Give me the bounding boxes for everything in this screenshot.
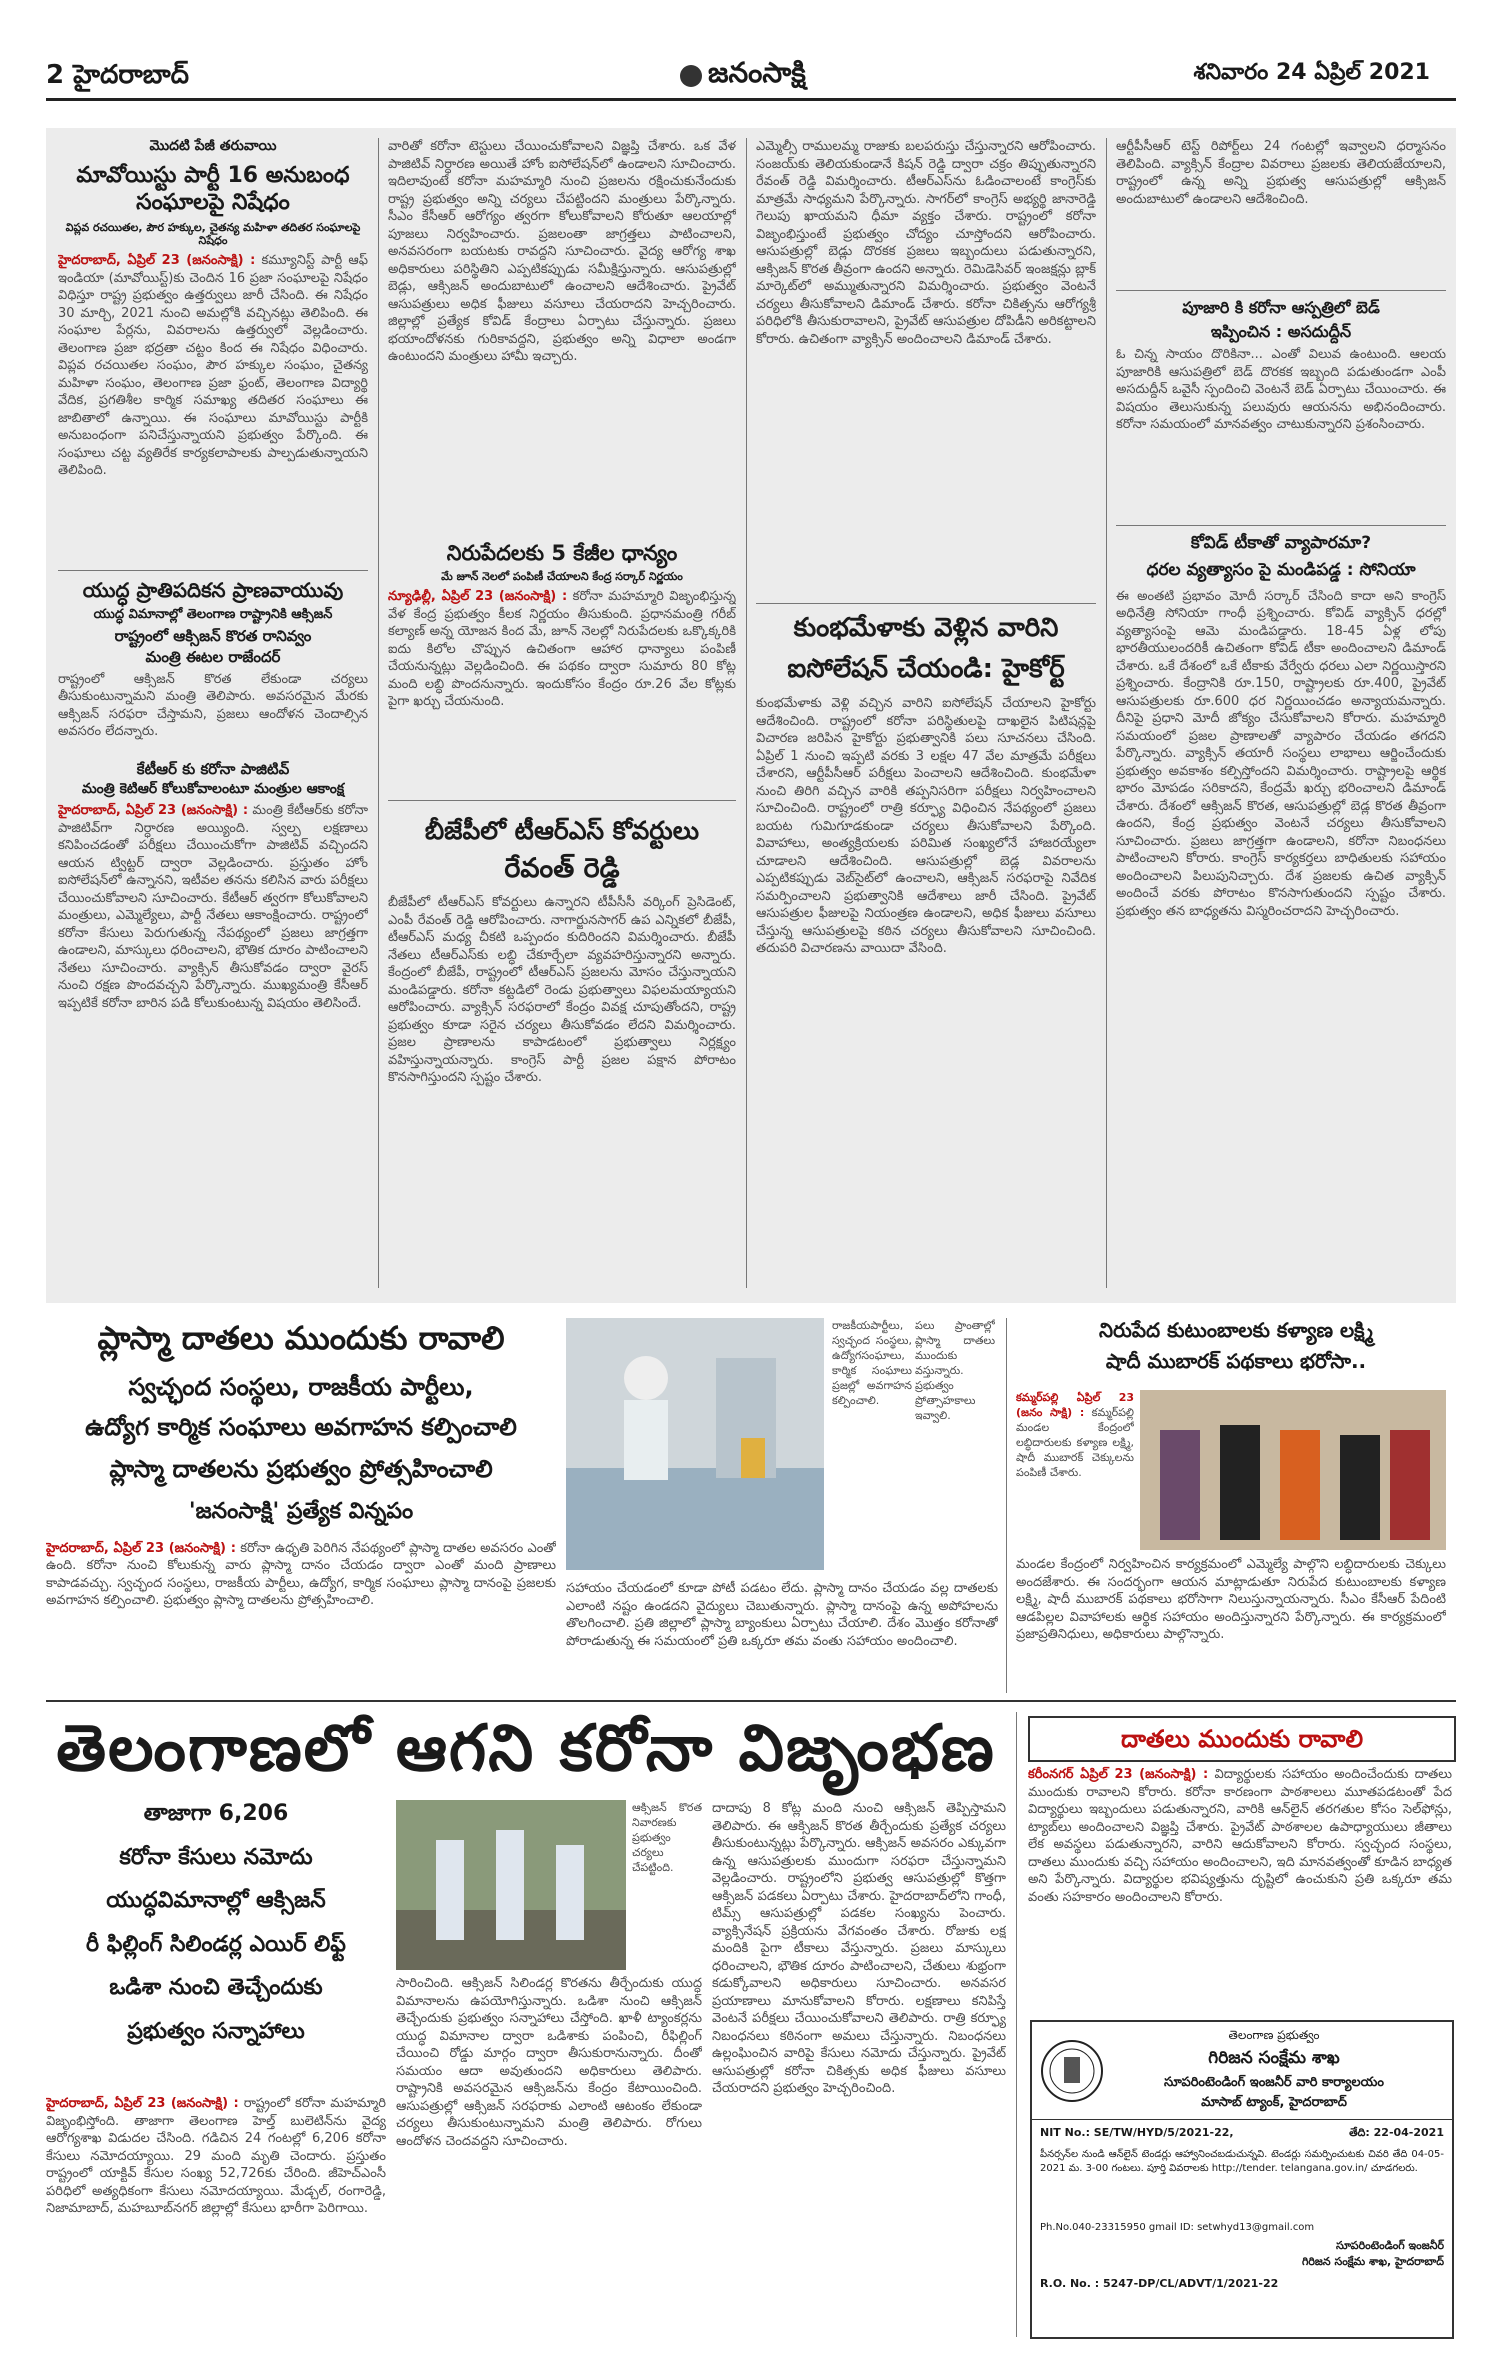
plasma-photo <box>566 1318 824 1570</box>
corona-decks <box>46 1800 386 2045</box>
kumbh-headline-1: కుంభమేళాకు వెళ్లిన వారిని <box>793 613 1059 643</box>
plasma-body-col3: పలు ప్రాంతాల్లో ప్లాస్మా దాతలు ముందుకు వస్తున్నారు. ప్రభుత్వం ప్రోత్సాహకాలు ఇవ్వాలి. <box>915 1319 995 1422</box>
grain-dateline: న్యూఢిల్లీ, ఏప్రిల్‌ 23 (జనంసాక్షి) : <box>388 589 568 604</box>
kalyan-headline-2: షాదీ ముబారక్‌ పథకాలు భరోసా.. <box>1105 1349 1367 1373</box>
corona-photo <box>396 1800 626 1970</box>
ad-gov: తెలంగాణ ప్రభుత్వం <box>1228 2028 1320 2042</box>
ktr-article <box>58 760 368 1302</box>
corona-dateline: హైదరాబాద్‌, ఏప్రిల్‌ 23 (జనంసాక్షి) : <box>46 2096 239 2111</box>
oxygen-subhead-2: రాష్ట్రంలో ఆక్సిజన్‌ కొరత రానివ్వం <box>114 627 312 646</box>
oxygen-subhead-1: యుద్ధ విమానాల్లో తెలంగాణ రాష్ట్రానికి ఆక్సిజన్‌ <box>93 607 333 622</box>
issue-date: శనివారం 24 ఏప్రిల్ 2021 <box>1193 60 1430 85</box>
column-rule <box>378 138 379 1288</box>
column-4-body: ఆర్టీపీసీఆర్‌ టెస్ట్‌ రిపోర్ట్‌లు 24 గంటల్లో ఇవ్వాలని ధర్మాసనం తెలిపింది. వ్యాక్సిన్‌ కేంద్రాల వివరాలు ప్రజలకు తెలియజేయాలని, రాష్ట్రంలో ఉన్న అన్ని ప్రభుత్వ ఆసుపత్రుల్లో ఆక్సిజన్‌ అందుబాటులో ఉండాలని ఆదేశించింది. <box>1116 139 1446 207</box>
cheque-distribution-photo-icon <box>1140 1390 1446 1550</box>
column-rule <box>1016 1712 1017 2337</box>
kalyan-body: కమ్మర్‌పల్లి ఏప్రిల్‌ 23 (జనం సాక్షి) : కమ్మర్‌పల్లి మండల కేంద్రంలో లబ్ధిదారులకు కళ్యాణ లక్ష్మి, షాదీ ముబారక్‌ చెక్కులను పంపిణీ చేశారు. <box>1016 1391 1134 1479</box>
revanth-body: బీజేపీలో టీఆర్‌ఎస్‌ కోవర్టులు ఉన్నారని టీపీసీసీ వర్కింగ్‌ ప్రెసిడెంట్‌, ఎంపీ రేవంత్‌ రెడ్డి ఆరోపించారు. నాగార్జునసాగర్‌ ఉప ఎన్నికలో బీజేపీ, టీఆర్‌ఎస్‌ మధ్య చీకటి ఒప్పందం కుదిరిందని విమర్శించారు. బీజేపీ నేతలు టీఆర్‌ఎస్‌కు లబ్ధి చేకూర్చేలా వ్యవహరిస్తున్నారని అన్నారు. కేంద్రంలో బీజేపీ, రాష్ట్రంలో టీఆర్‌ఎస్‌ ప్రజలను మోసం చేస్తున్నాయని మండిపడ్డారు. కరోనా కట్టడిలో రెండు ప్రభుత్వాలు విఫలమయ్యాయని ఆరోపించారు. వ్యాక్సిన్‌ సరఫరాలో కేంద్రం వివక్ష చూపుతోందని, రాష్ట్ర ప్రభుత్వం కూడా సరైన చర్యలు తీసుకోవడం లేదని విమర్శించారు. ప్రజల ప్రాణాలను కాపాడటంలో ప్రభుత్వాలు నిర్లక్ష్యం వహిస్తున్నాయన్నారు. కాంగ్రెస్‌ పార్టీ ప్రజల పక్షాన పోరాటం కొనసాగిస్తుందని స్పష్టం చేశారు. <box>388 895 736 1085</box>
kalyan-photo <box>1140 1390 1446 1550</box>
grain-article <box>388 540 736 798</box>
maoist-body: హైదరాబాద్‌, ఏప్రిల్‌ 23 (జనంసాక్షి) : కమ్యూనిస్ట్‌ పార్టీ ఆఫ్‌ ఇండియా (మావోయిస్ట్‌)కు చెందిన 16 ప్రజా సంఘాలపై నిషేధం విధిస్తూ రాష్ట్ర ప్రభుత్వం ఉత్తర్వులు జారీ చేసింది. ఈ నిషేధం 30 మార్చి, 2021 నుంచి అమల్లోకి వచ్చినట్లు తెలిపింది. ఈ సంఘాల పేర్లను, వివరాలను ఉత్తర్వులో వెల్లడించారు. తెలంగాణ ప్రజా భద్రతా చట్టం కింద ఈ నిషేధం విధించారు. విప్లవ రచయితల సంఘం, పౌర హక్కుల సంఘం, చైతన్య మహిళా సంఘం, తెలంగాణ ప్రజా ఫ్రంట్‌, తెలంగాణ విద్యార్థి వేదిక, ప్రగతిశీల కార్మిక సమాఖ్య తదితర సంఘాలు ఈ జాబితాలో ఉన్నాయి. ఈ సంఘాలు మావోయిస్టు పార్టీకి అనుబంధంగా పనిచేస్తున్నాయని ప్రభుత్వం పేర్కొంది. ఈ సంఘాలు చట్ట వ్యతిరేక కార్యకలాపాలకు పాల్పడుతున్నాయని తెలిపింది. <box>58 253 368 478</box>
donors-body: కరీంనగర్‌ ఏప్రిల్‌ 23 (జనంసాక్షి) : విద్యార్థులకు సహాయం అందించేందుకు దాతలు ముందుకు రావాలని కోరారు. కరోనా కారణంగా పాఠశాలలు మూతపడటంతో పేద విద్యార్థులు ఇబ్బందులు పడుతున్నారని, వారికి ఆన్‌లైన్‌ తరగతుల కోసం సెల్‌ఫోన్లు, ట్యాబ్‌లు అందించాలని విజ్ఞప్తి చేశారు. ప్రైవేట్‌ పాఠశాలల ఉపాధ్యాయులు జీతాలు లేక అవస్థలు పడుతున్నారని, వారిని ఆదుకోవాలని కోరారు. స్వచ్ఛంద సంస్థలు, దాతలు ముందుకు వచ్చి సహాయం అందించాలని, ఇది మానవత్వంతో కూడిన బాధ్యత అని పేర్కొన్నారు. విద్యార్థుల భవిష్యత్తును దృష్టిలో ఉంచుకుని ప్రతి ఒక్కరూ తమ వంతు సహకారం అందించాలని కోరారు. <box>1028 1767 1452 1905</box>
kalyan-headline-1: నిరుపేద కుటుంబాలకు కళ్యాణ లక్ష్మి <box>1099 1318 1373 1342</box>
maoist-headline-1: మావోయిస్టు పార్టీ 16 అనుబంధ <box>76 162 350 188</box>
ad-phone: Ph.No.040-23315950 gmail ID: setwhyd13@gmail.com <box>1040 2222 1315 2233</box>
ad-nit-date: తేది: 22-04-2021 <box>1349 2126 1444 2139</box>
ad-ro: R.O. No. : 5247-DP/CL/ADVT/1/2021-22 <box>1040 2277 1279 2290</box>
plasma-dateline: హైదరాబాద్‌, ఏప్రిల్‌ 23 (జనంసాక్షి) : <box>46 1540 236 1556</box>
ppe-workers-photo-icon <box>396 1800 626 1970</box>
grain-body: న్యూఢిల్లీ, ఏప్రిల్‌ 23 (జనంసాక్షి) : కరోనా మహమ్మారి విజృంభిస్తున్న వేళ కేంద్ర ప్రభుత్వం కీలక నిర్ణయం తీసుకుంది. ప్రధానమంత్రి గరీబ్‌ కల్యాణ్‌ అన్న యోజన కింద మే, జూన్‌ నెలల్లో నిరుపేదలకు ఒక్కొక్కరికి ఐదు కిలోల చొప్పున ఉచితంగా ఆహార ధాన్యాలు పంపిణీ చేయనున్నట్లు వెల్లడించింది. ఈ పథకం ద్వారా సుమారు 80 కోట్ల మంది లబ్ధి పొందనున్నారు. ఇందుకోసం కేంద్రం రూ.26 వేల కోట్లకు పైగా ఖర్చు చేయనుంది. <box>388 589 736 709</box>
deck-3: యుద్ధవిమానాల్లో ఆక్సిజన్‌ <box>106 1888 326 1913</box>
revanth-article <box>388 815 736 1264</box>
kalyan-body-bottom: మండల కేంద్రంలో నిర్వహించిన కార్యక్రమంలో ఎమ్మెల్యే పాల్గొని లబ్ధిదారులకు చెక్కులు అందజేశారు. ఈ సందర్భంగా ఆయన మాట్లాడుతూ నిరుపేద కుటుంబాలకు కళ్యాణ లక్ష్మి, షాదీ ముబారక్‌ పథకాలు భరోసాగా నిలుస్తున్నాయన్నారు. సీఎం కేసీఆర్‌ పేదింటి ఆడపిల్లల వివాహాలకు ఆర్థిక సహాయం అందిస్తున్నారని పేర్కొన్నారు. ఈ కార్యక్రమంలో ప్రజాప్రతినిధులు, అధికారులు పాల్గొన్నారు. <box>1016 1557 1446 1642</box>
ad-place: మాసాబ్‌ ట్యాంక్‌, హైదరాబాద్‌ <box>1201 2095 1347 2110</box>
ktr-subhead: మంత్రి కెటిఆర్‌ కోలుకోవాలంటూ మంత్రుల ఆకాంక్ష <box>81 780 345 797</box>
sonia-headline-1: కోవిడ్‌ టీకాతో వ్యాపారమా? <box>1190 533 1372 553</box>
ad-sign: సూపరింటెండింగ్‌ ఇంజనీర్‌ <box>1336 2239 1444 2252</box>
corona-photo-caption: ఆక్సిజన్‌ కొరత నివారణకు ప్రభుత్వం చర్యలు చేపట్టింది. <box>632 1801 702 1874</box>
column-rule <box>1006 1318 1007 1693</box>
owaisi-headline-1: పూజారి కి కరోనా ఆస్పత్రిలో బెడ్‌ <box>1182 298 1380 317</box>
plasma-subhead-4: 'జనంసాక్షి' ప్రత్యేక విన్నపం <box>188 1499 414 1524</box>
deck-1: తాజాగా 6,206 <box>143 1801 289 1826</box>
telangana-emblem-icon <box>1040 2039 1104 2103</box>
corona-body-col3: దాదాపు 8 కోట్ల మంది నుంచి ఆక్సిజన్‌ తెప్పిస్తామని తెలిపారు. ఈ ఆక్సిజన్‌ కొరత తీర్చేందుకు ప్రత్యేక చర్యలు తీసుకుంటున్నట్లు పేర్కొన్నారు. ఆక్సిజన్‌ అవసరం ఎక్కువగా ఉన్న ఆసుపత్రులకు ముందుగా సరఫరా చేస్తున్నామని వెల్లడించారు. రాష్ట్రంలోని ప్రభుత్వ ఆసుపత్రుల్లో కొత్తగా ఆక్సిజన్‌ పడకలు ఏర్పాటు చేశారు. హైదరాబాద్‌లోని గాంధీ, టిమ్స్‌ ఆసుపత్రుల్లో పడకల సంఖ్యను పెంచారు. వ్యాక్సినేషన్‌ ప్రక్రియను వేగవంతం చేశారు. రోజుకు లక్ష మందికి పైగా టీకాలు వేస్తున్నారు. ప్రజలు మాస్కులు ధరించాలని, భౌతిక దూరం పాటించాలని, చేతులు శుభ్రంగా కడుక్కోవాలని అధికారులు సూచించారు. అనవసర ప్రయాణాలు మానుకోవాలని కోరారు. లక్షణాలు కనిపిస్తే వెంటనే పరీక్షలు చేయించుకోవాలని తెలిపారు. రాత్రి కర్ఫ్యూ నిబంధనలు కఠినంగా అమలు చేస్తున్నారు. నిబంధనలు ఉల్లంఘించిన వారిపై కేసులు నమోదు చేస్తున్నారు. ప్రైవేట్‌ ఆసుపత్రుల్లో కరోనా చికిత్సకు అధిక ఫీజులు వసూలు చేయరాదని ప్రభుత్వం హెచ్చరించింది. <box>712 1801 1006 2096</box>
owaisi-article <box>1116 298 1446 506</box>
column-2-body: వారితో కరోనా టెస్టులు చేయించుకోవాలని విజ్ఞప్తి చేశారు. ఒక వేళ పాజిటివ్‌ నిర్ధారణ అయితే హోం ఐసోలేషన్‌లో ఉండాలని సూచించారు. ఇదిలావుంటే కరోనా మహమ్మారి నుంచి ప్రజలను రక్షించుకునేందుకు రాష్ట్ర ప్రభుత్వం అన్ని చర్యలు చేపట్టిందని మంత్రులు పేర్కొన్నారు. సీఎం కేసీఆర్‌ ఆరోగ్యం త్వరగా కోలుకోవాలని కోరుతూ ఆలయాల్లో పూజలు నిర్వహించారు. ప్రజలంతా జాగ్రత్తలు పాటించాలని, అనవసరంగా బయటకు రావద్దని సూచించారు. వైద్య ఆరోగ్య శాఖ అధికారులు పరిస్థితిని ఎప్పటికప్పుడు సమీక్షిస్తున్నారు. ఆసుపత్రుల్లో బెడ్లు, ఆక్సిజన్‌ అందుబాటులో ఉంచాలని ఆదేశించారు. ప్రైవేట్‌ ఆసుపత్రులు అధిక ఫీజులు వసూలు చేయరాదని హెచ్చరించారు. జిల్లాల్లో ప్రత్యేక కోవిడ్‌ కేంద్రాలు ఏర్పాటు చేస్తున్నారు. ప్రజలు భయాందోళనకు గురికావద్దని, ప్రభుత్వం అన్ని విధాలా అండగా ఉంటుందని మంత్రులు హామీ ఇచ్చారు. <box>388 139 736 364</box>
grain-headline: నిరుపేదలకు 5 కేజీల ధాన్యం <box>446 541 678 565</box>
divider <box>388 800 736 801</box>
donors-headline: దాతలు ముందుకు రావాలి <box>1120 1725 1364 1753</box>
sonia-headline-2: ధరల వ్యత్యాసం పై మండిపడ్డ : సోనియా <box>1146 560 1416 581</box>
kumbh-body: కుంభమేళాకు వెళ్లి వచ్చిన వారిని ఐసోలేషన్‌ చేయాలని హైకోర్టు ఆదేశించింది. రాష్ట్రంలో కరోనా పరిస్థితులపై దాఖలైన పిటిషన్లపై విచారణ జరిపిన హైకోర్టు ప్రభుత్వానికి పలు సూచనలు చేసింది. ఏప్రిల్‌ 1 నుంచి ఇప్పటి వరకు 3 లక్షల 47 వేల మాత్రమే పరీక్షలు చేశారని, ఆర్టీపీసీఆర్‌ పరీక్షలు పెంచాలని ఆదేశించింది. కుంభమేళా నుంచి తిరిగి వచ్చిన వారికి తప్పనిసరిగా పరీక్షలు నిర్వహించాలని సూచించింది. రాష్ట్రంలో రాత్రి కర్ఫ్యూ విధించిన నేపథ్యంలో ప్రజలు బయట గుమిగూడకుండా చర్యలు తీసుకోవాలని పేర్కొంది. వివాహాలు, అంత్యక్రియలకు పరిమిత సంఖ్యలోనే హాజరయ్యేలా చూడాలని ఆదేశించింది. ఆసుపత్రుల్లో బెడ్ల వివరాలను ఎప్పటికప్పుడు వెబ్‌సైట్‌లో ఉంచాలని, ఆక్సిజన్‌ సరఫరాపై నివేదిక సమర్పించాలని ప్రభుత్వానికి ఆదేశాలు జారీ చేసింది. ప్రైవేట్‌ ఆసుపత్రుల ఫీజులపై నియంత్రణ ఉండాలని, అధిక ఫీజులు వసూలు చేస్తున్న ఆసుపత్రులపై కఠిన చర్యలు తీసుకోవాలని సూచించింది. తదుపరి విచారణను వాయిదా వేసింది. <box>756 696 1096 956</box>
plasma-subhead-2: ఉద్యోగ కార్మిక సంఘాలు అవగాహన కల్పించాలి <box>85 1413 517 1441</box>
oxygen-subhead-3: మంత్రి ఈటల రాజేందర్‌ <box>145 648 281 666</box>
kumbh-headline-2: ఐసోలేషన్‌ చేయండి: హైకోర్ట్‌ <box>787 653 1065 684</box>
plasma-body-col2: రాజకీయపార్టీలు, స్వచ్ఛంద సంస్థలు, ఉద్యోగసంఘాలు, కార్మిక సంఘాలు ప్రజల్లో అవగాహన కల్పించాలి. <box>832 1319 912 1407</box>
sonia-article <box>1116 533 1446 1278</box>
plasma-body: హైదరాబాద్‌, ఏప్రిల్‌ 23 (జనంసాక్షి) : కరోనా ఉధృతి పెరిగిన నేపథ్యంలో ప్లాస్మా దాతల అవసరం ఎంతో ఉంది. కరోనా నుంచి కోలుకున్న వారు ప్లాస్మా దానం చేయడం ద్వారా ఎంతో మంది ప్రాణాలు కాపాడవచ్చు. స్వచ్ఛంద సంస్థలు, రాజకీయ పార్టీలు, ఉద్యోగ, కార్మిక సంఘాలు ప్లాస్మా దానంపై ప్రజలకు అవగాహన కల్పించాలి. ప్రభుత్వం ప్లాస్మా దాతలను ప్రోత్సహించాలి. <box>46 1540 556 1608</box>
plasma-body-bottom: సహాయం చేయడంలో కూడా పోటీ పడటం లేదు. ప్లాస్మా దానం చేయడం వల్ల దాతలకు ఎలాంటి నష్టం ఉండదని వైద్యులు చెబుతున్నారు. ప్లాస్మా దానంపై ఉన్న అపోహలను తొలగించాలి. ప్రతి జిల్లాలో ప్లాస్మా బ్యాంకులు ఏర్పాటు చేయాలి. దేశం మొత్తం కరోనాతో పోరాడుతున్న ఈ సమయంలో ప్రతి ఒక్కరూ తమ వంతు సహాయం అందించాలి. <box>566 1581 998 1649</box>
oxygen-body: రాష్ట్రంలో ఆక్సిజన్‌ కొరత లేకుండా చర్యలు తీసుకుంటున్నామని మంత్రి తెలిపారు. అవసరమైన మేరకు ఆక్సిజన్‌ సరఫరా చేస్తామని, ప్రజలు ఆందోళన చెందాల్సిన అవసరం లేదన్నారు. <box>58 671 368 740</box>
maoist-subhead: విప్లవ రచయితల, పౌర హక్కుల, చైతన్య మహిళా తదితర సంఘాలపై నిషేధం <box>65 220 361 248</box>
sonia-body: ఈ అంతటి ప్రభావం మోదీ సర్కార్‌ చేసింది కాదా అని కాంగ్రెస్‌ అధినేత్రి సోనియా గాంధీ ప్రశ్నించారు. కోవిడ్‌ వ్యాక్సిన్‌ ధరల్లో వ్యత్యాసంపై ఆమె మండిపడ్డారు. 18-45 ఏళ్ల లోపు భారతీయులందరికీ ఉచితంగా కోవిడ్‌ టీకా అందించాలని డిమాండ్‌ చేశారు. ఒకే దేశంలో ఒకే టీకాకు వేర్వేరు ధరలు ఎలా నిర్ణయిస్తారని ప్రశ్నించారు. కేంద్రానికి రూ.150, రాష్ట్రాలకు రూ.400, ప్రైవేట్‌ ఆసుపత్రులకు రూ.600 ధర నిర్ణయించడం అన్యాయమన్నారు. దీనిపై ప్రధాని మోదీ జోక్యం చేసుకోవాలని కోరారు. మహమ్మారి సమయంలో ప్రజల ప్రాణాలతో వ్యాపారం చేయడం తగదని పేర్కొన్నారు. వ్యాక్సిన్‌ తయారీ సంస్థలు లాభాలు ఆర్జించేందుకు ప్రభుత్వం అవకాశం కల్పిస్తోందని విమర్శించారు. రాష్ట్రాలపై ఆర్థిక భారం మోపడం సరికాదని, కేంద్రమే ఖర్చు భరించాలని డిమాండ్‌ చేశారు. దేశంలో ఆక్సిజన్‌ కొరత, ఆసుపత్రుల్లో బెడ్ల కొరత తీవ్రంగా ఉందని, కేంద్ర ప్రభుత్వం వెంటనే చర్యలు తీసుకోవాలని సూచించారు. ప్రజలు జాగ్రత్తగా ఉండాలని, కరోనా నిబంధనలు పాటించాలని కోరారు. కాంగ్రెస్‌ కార్యకర్తలు బాధితులకు సహాయం అందించాలని పిలుపునిచ్చారు. దేశ ప్రజలకు ఉచిత వ్యాక్సిన్‌ అందించే వరకు పోరాటం కొనసాగుతుందని స్పష్టం చేశారు. ప్రభుత్వం తన బాధ్యతను విస్మరించరాదని హెచ్చరించారు. <box>1116 588 1446 919</box>
logo-text: జనంసాక్షి <box>708 56 806 89</box>
divider <box>1116 290 1446 291</box>
divider <box>1116 525 1446 526</box>
ad-dept: గిరిజన సంక్షేమ శాఖ <box>1208 2048 1340 2068</box>
ad-office: సూపరింటెండింగ్‌ ఇంజనీర్‌ వారి కార్యాలయం <box>1164 2075 1384 2090</box>
divider <box>58 570 368 571</box>
revanth-headline-2: రేవంత్‌ రెడ్డి <box>504 853 620 885</box>
oxygen-article <box>58 578 368 741</box>
owaisi-headline-2: ఇప్పించిన : అసదుద్దీన్‌ <box>1210 322 1352 341</box>
deck-5: ఒడిశా నుంచి తెచ్చేందుకు <box>109 1975 323 2000</box>
donors-headline-box <box>1028 1716 1456 1762</box>
oxygen-headline: యుద్ధ ప్రాతిపదికన ప్రాణవాయువు <box>82 578 344 602</box>
main-headline: తెలంగాణలో ఆగని కరోనా విజృంభణ <box>56 1712 996 1786</box>
corona-body-col1: హైదరాబాద్‌, ఏప్రిల్‌ 23 (జనంసాక్షి) : రాష్ట్రంలో కరోనా మహమ్మారి విజృంభిస్తోంది. తాజాగా తెలంగాణ హెల్త్‌ బులెటిన్‌ను వైద్య ఆరోగ్యశాఖ విడుదల చేసింది. గడిచిన 24 గంటల్లో 6,206 కరోనా కేసులు నమోదయ్యాయి. 29 మంది మృతి చెందారు. ప్రస్తుతం రాష్ట్రంలో యాక్టివ్‌ కేసుల సంఖ్య 52,726కు చేరింది. జీహెచ్‌ఎంసీ పరిధిలో అత్యధికంగా కేసులు నమోదయ్యాయి. మేడ్చల్‌, రంగారెడ్డి, నిజామాబాద్‌, మహబూబ్‌నగర్‌ జిల్లాల్లో కేసులు భారీగా పెరిగాయి. <box>46 2096 386 2216</box>
ktr-headline: కేటీఆర్‌ కు కరోనా పాజిటివ్‌ <box>136 760 290 778</box>
plasma-subhead-3: ప్లాస్మా దాతలను ప్రభుత్వం ప్రోత్సహించాలి <box>109 1455 493 1483</box>
owaisi-body: ఓ చిన్న సాయం దొరికినా... ఎంతో విలువ ఉంటుంది. ఆలయ పూజారికి ఆసుపత్రిలో బెడ్‌ దొరకక ఇబ్బంది పడుతుండగా ఎంపీ అసదుద్దీన్‌ ఒవైసీ స్పందించి వెంటనే బెడ్‌ ఏర్పాటు చేయించారు. ఈ విషయం తెలుసుకున్న పలువురు ఆయనను అభినందించారు. కరోనా సమయంలో మానవత్వం చాటుకున్నారని ప్రశంసించారు. <box>1116 347 1446 432</box>
ad-nit: NIT No.: SE/TW/HYD/5/2021-22, <box>1040 2126 1234 2139</box>
hospital-photo-icon <box>566 1318 824 1570</box>
deck-4: రీ ఫిల్లింగ్‌ సిలిండర్ల ఎయిర్‌ లిఫ్ట్‌ <box>86 1931 346 1957</box>
deck-6: ప్రభుత్వం సన్నాహాలు <box>127 2018 305 2044</box>
grain-subhead: మే జూన్‌ నెలలో పంపిణీ చేయాలని కేంద్ర సర్కార్‌ నిర్ణయం <box>441 570 683 584</box>
masthead-rule <box>46 98 1456 101</box>
maoist-headline-2: సంఘాలపై నిషేధం <box>136 190 290 215</box>
tender-notice-ad <box>1030 2020 1454 2339</box>
kalyan-article <box>1016 1318 1456 1374</box>
revanth-headline-1: బీజేపీలో టీఆర్‌ఎస్‌ కోవర్టులు <box>424 816 700 845</box>
ad-sign-2: గిరిజన సంక్షేమ శాఖ, హైదరాబాద్‌ <box>1301 2255 1444 2268</box>
deck-2: కరోనా కేసులు నమోదు <box>119 1844 313 1870</box>
plasma-headline: ప్లాస్మా దాతలు ముందుకు రావాలి <box>97 1319 505 1357</box>
page-number: 2 హైదరాబాద్ <box>46 60 189 90</box>
column-rule <box>1106 138 1107 1288</box>
plasma-subhead-1: స్వచ్ఛంద సంస్థలు, రాజకీయ పార్టీలు, <box>128 1373 474 1401</box>
maoist-dateline: హైదరాబాద్‌, ఏప్రిల్‌ 23 (జనంసాక్షి) : <box>58 253 256 268</box>
kalyan-dateline: కమ్మర్‌పల్లి ఏప్రిల్‌ 23 (జనం సాక్షి) : <box>1016 1391 1134 1419</box>
kicker: మొదటి పేజీ తరువాయి <box>149 138 277 154</box>
maoist-article <box>58 138 368 542</box>
ad-body: పీనర్సన్‌ల నుండి ఆన్‌లైన్‌ టెండర్లు ఆహ్వానించబడుచున్నవి. టెండర్లు సమర్పించుటకు చివరి తేది 04-05-2021 మ. 3-00 గంటలు. పూర్తి వివరాలకు http://tender. telangana.gov.in/ చూడగలరు. <box>1040 2149 1444 2174</box>
column-3-body: ఎమ్మెల్సీ రాములమ్మ రాజుకు బలపరుస్తు చేస్తున్నారని ఆరోపించారు. సంజయ్‌కు తెలియకుండానే కిషన్‌ రెడ్డి ద్వారా చక్రం తిప్పుతున్నారని రేవంత్‌ రెడ్డి విమర్శించారు. టీఆర్‌ఎస్‌ను ఓడించాలంటే కాంగ్రెస్‌కు మాత్రమే సాధ్యమని పేర్కొన్నారు. సాగర్‌లో కాంగ్రెస్‌ అభ్యర్థి జానారెడ్డి గెలుపు ఖాయమని ధీమా వ్యక్తం చేశారు. రాష్ట్రంలో కరోనా విజృంభిస్తుంటే ప్రభుత్వం చోద్యం చూస్తోందని ఆరోపించారు. ఆసుపత్రుల్లో బెడ్లు దొరకక ప్రజలు ఇబ్బందులు పడుతున్నారని, ఆక్సిజన్‌ కొరత తీవ్రంగా ఉందని అన్నారు. రెమిడెసివర్‌ ఇంజక్షన్లు బ్లాక్‌ మార్కెట్‌లో అమ్ముతున్నారని విమర్శించారు. ప్రభుత్వం వెంటనే చర్యలు తీసుకోవాలని డిమాండ్‌ చేశారు. కరోనా చికిత్సను ఆరోగ్యశ్రీ పరిధిలోకి తీసుకురావాలని, ప్రైవేట్‌ ఆసుపత్రుల దోపిడీని అరికట్టాలని కోరారు. ఉచితంగా వ్యాక్సిన్‌ అందించాలని డిమాండ్‌ చేశారు. <box>756 139 1096 347</box>
corona-body-col2: సారించింది. ఆక్సిజన్‌ సిలిండర్ల కొరతను తీర్చేందుకు యుద్ధ విమానాలను ఉపయోగిస్తున్నారు. ఒడిశా నుంచి ఆక్సిజన్‌ తెచ్చేందుకు ప్రభుత్వం సన్నాహాలు చేస్తోంది. ఖాళీ ట్యాంకర్లను యుద్ధ విమానాల ద్వారా ఒడిశాకు పంపించి, రీఫిల్లింగ్‌ చేయించి రోడ్డు మార్గం ద్వారా తీసుకురానున్నారు. దీంతో సమయం ఆదా అవుతుందని అధికారులు తెలిపారు. రాష్ట్రానికి అవసరమైన ఆక్సిజన్‌ను కేంద్రం కేటాయించింది. ఆసుపత్రుల్లో ఆక్సిజన్‌ సరఫరాకు ఎలాంటి ఆటంకం లేకుండా చర్యలు తీసుకుంటున్నామని మంత్రి తెలిపారు. రోగులు ఆందోళన చెందవద్దని సూచించారు. <box>396 1976 702 2149</box>
plasma-article <box>46 1318 556 1690</box>
ktr-dateline: హైదరాబాద్‌, ఏప్రిల్‌ 23 (జనంసాక్షి) : <box>58 803 249 819</box>
ktr-body: హైదరాబాద్‌, ఏప్రిల్‌ 23 (జనంసాక్షి) : మంత్రి కేటీఆర్‌కు కరోనా పాజిటివ్‌గా నిర్ధారణ అయ్యింది. స్వల్ప లక్షణాలు కనిపించడంతో పరీక్షలు చేయించుకోగా పాజిటివ్‌ వచ్చిందని ఆయన ట్విట్టర్‌ ద్వారా వెల్లడించారు. ప్రస్తుతం హోం ఐసోలేషన్‌లో ఉన్నానని, ఇటీవల తనను కలిసిన వారు పరీక్షలు చేయించుకోవాలని సూచించారు. కేటీఆర్‌ త్వరగా కోలుకోవాలని మంత్రులు, ఎమ్మెల్యేలు, పార్టీ నేతలు ఆకాంక్షించారు. రాష్ట్రంలో కరోనా కేసులు పెరుగుతున్న నేపథ్యంలో ప్రజలు జాగ్రత్తగా ఉండాలని, మాస్కులు ధరించాలని, భౌతిక దూరం పాటించాలని నేతలు సూచించారు. వ్యాక్సిన్‌ తీసుకోవడం ద్వారా వైరస్‌ నుంచి రక్షణ పొందవచ్చని పేర్కొన్నారు. ముఖ్యమంత్రి కేసీఆర్‌ ఇప్పటికే కరోనా బారిన పడి కోలుకుంటున్న విషయం తెలిసిందే. <box>58 803 368 1011</box>
column-rule <box>746 138 747 1288</box>
divider <box>756 603 1096 604</box>
donors-dateline: కరీంనగర్‌ ఏప్రిల్‌ 23 (జనంసాక్షి) : <box>1028 1767 1209 1782</box>
section-rule <box>46 1700 1456 1702</box>
logo-icon <box>680 65 702 87</box>
kumbh-article <box>756 612 1096 1235</box>
newspaper-logo <box>680 56 806 96</box>
